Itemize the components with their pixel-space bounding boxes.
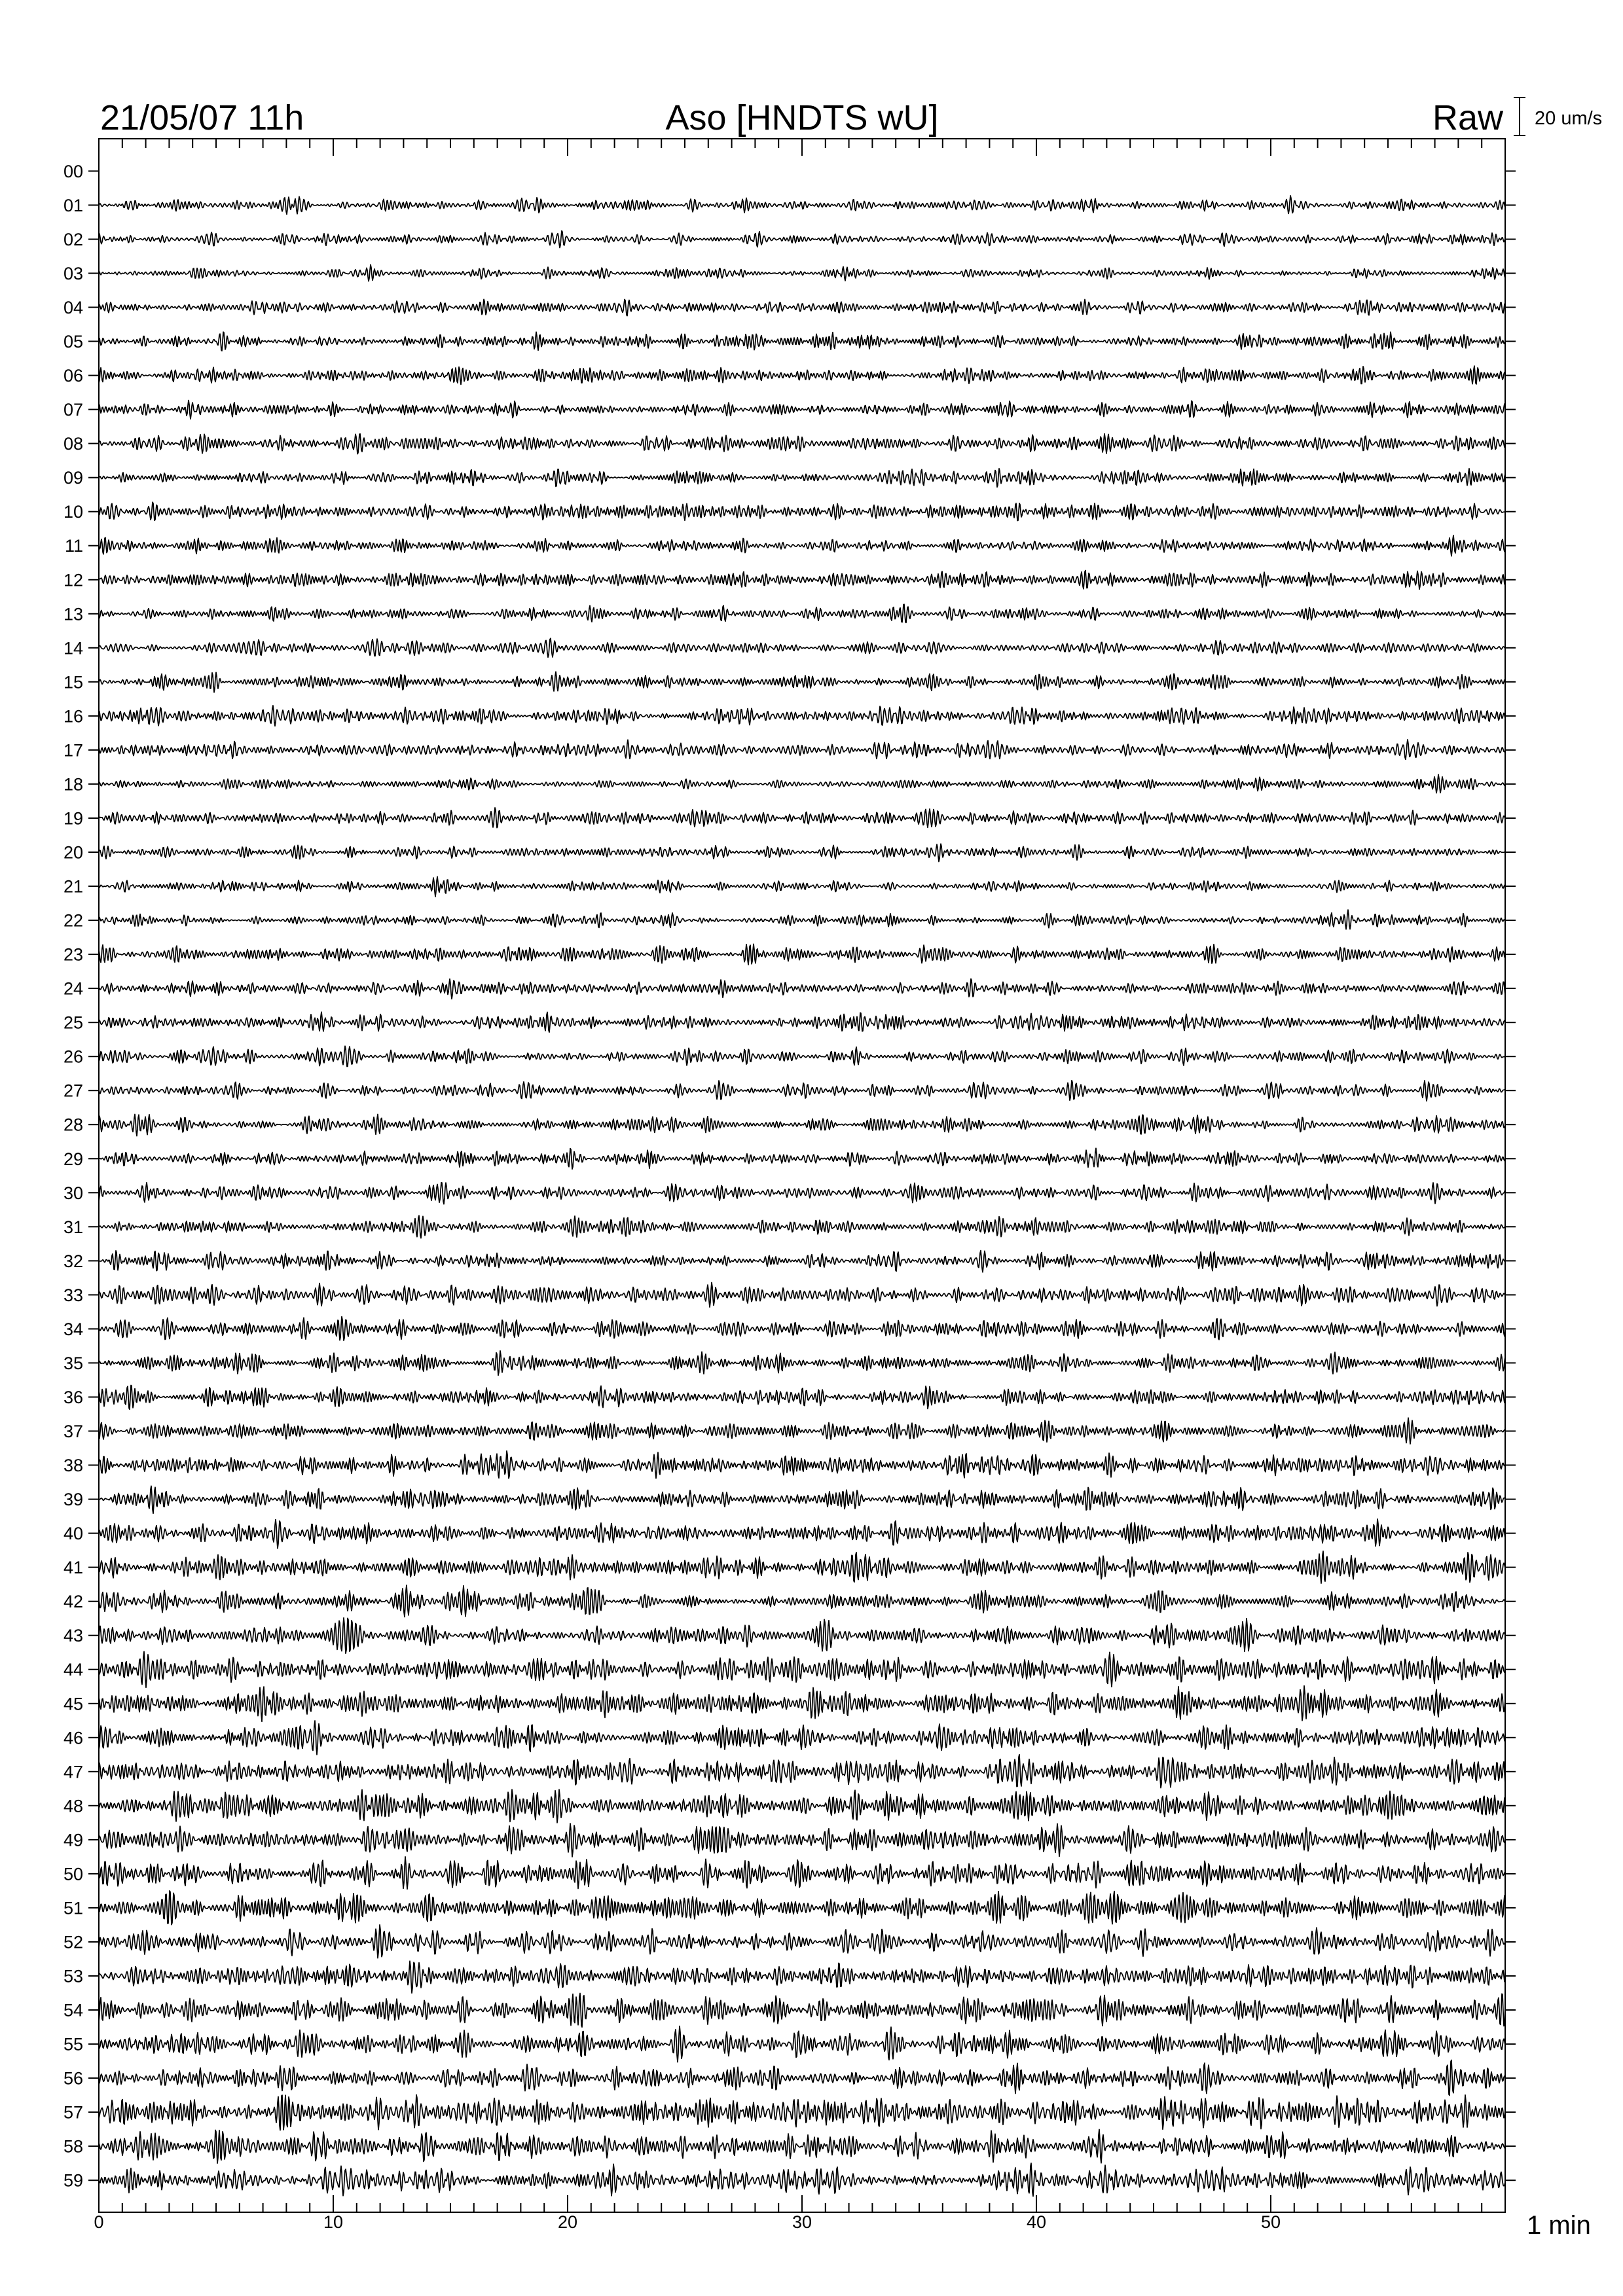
row-label-47: 47 [63, 1762, 83, 1782]
row-label-53: 53 [63, 1966, 83, 1986]
x-tick-label-30: 30 [792, 2212, 812, 2232]
row-label-51: 51 [63, 1898, 83, 1918]
row-label-49: 49 [63, 1830, 83, 1850]
row-label-06: 06 [63, 366, 83, 386]
x-tick-label-0: 0 [94, 2212, 104, 2232]
row-label-08: 08 [63, 434, 83, 454]
row-label-23: 23 [63, 944, 83, 965]
row-label-45: 45 [63, 1694, 83, 1714]
row-label-57: 57 [63, 2102, 83, 2123]
x-tick-label-10: 10 [323, 2212, 344, 2232]
scale-bar-label: 20 um/s [1535, 108, 1603, 129]
x-tick-label-50: 50 [1260, 2212, 1281, 2232]
row-label-09: 09 [63, 468, 83, 488]
row-label-21: 21 [63, 876, 83, 897]
row-label-59: 59 [63, 2170, 83, 2191]
row-label-00: 00 [63, 161, 83, 181]
row-label-11: 11 [64, 536, 83, 556]
row-label-50: 50 [63, 1864, 83, 1884]
row-label-07: 07 [63, 400, 83, 420]
row-label-24: 24 [63, 978, 83, 999]
row-label-14: 14 [63, 638, 83, 658]
x-unit-label: 1 min [1527, 2211, 1591, 2240]
row-label-17: 17 [63, 740, 83, 761]
x-tick-label-20: 20 [557, 2212, 578, 2232]
chart-title: Aso [HNDTS wU] [665, 98, 939, 137]
row-label-39: 39 [63, 1490, 83, 1510]
row-label-58: 58 [63, 2136, 83, 2157]
row-label-31: 31 [63, 1217, 83, 1237]
row-label-54: 54 [63, 2000, 83, 2020]
row-label-29: 29 [63, 1149, 83, 1169]
row-label-22: 22 [63, 910, 83, 931]
row-label-48: 48 [63, 1796, 83, 1816]
row-label-37: 37 [63, 1422, 83, 1441]
row-label-40: 40 [63, 1524, 83, 1544]
row-label-19: 19 [63, 808, 83, 829]
row-label-28: 28 [63, 1115, 83, 1135]
row-label-26: 26 [63, 1047, 83, 1067]
row-label-03: 03 [63, 264, 83, 283]
row-label-41: 41 [63, 1558, 83, 1578]
row-label-01: 01 [63, 195, 83, 215]
row-label-27: 27 [63, 1081, 83, 1101]
row-label-44: 44 [63, 1660, 83, 1680]
row-label-32: 32 [63, 1251, 83, 1271]
chart-datetime: 21/05/07 11h [100, 98, 304, 137]
row-label-38: 38 [63, 1456, 83, 1475]
row-label-20: 20 [63, 842, 83, 863]
row-label-34: 34 [63, 1319, 83, 1339]
row-label-33: 33 [63, 1285, 83, 1305]
row-label-55: 55 [63, 2034, 83, 2054]
row-label-35: 35 [63, 1353, 83, 1373]
row-label-25: 25 [63, 1013, 83, 1033]
row-label-46: 46 [63, 1728, 83, 1748]
row-label-42: 42 [63, 1592, 83, 1612]
row-label-43: 43 [63, 1626, 83, 1646]
row-label-16: 16 [63, 706, 83, 726]
row-label-52: 52 [63, 1932, 83, 1952]
row-label-05: 05 [63, 332, 83, 351]
row-label-15: 15 [63, 672, 83, 692]
row-label-56: 56 [63, 2068, 83, 2089]
row-label-12: 12 [63, 570, 83, 590]
chart-mode-label: Raw [1432, 98, 1503, 137]
row-label-13: 13 [63, 604, 83, 624]
row-label-30: 30 [63, 1183, 83, 1203]
row-label-18: 18 [63, 774, 83, 795]
row-label-10: 10 [63, 502, 83, 522]
x-tick-label-40: 40 [1026, 2212, 1047, 2232]
row-label-02: 02 [63, 230, 83, 249]
row-label-04: 04 [63, 298, 83, 317]
row-label-36: 36 [63, 1388, 83, 1407]
